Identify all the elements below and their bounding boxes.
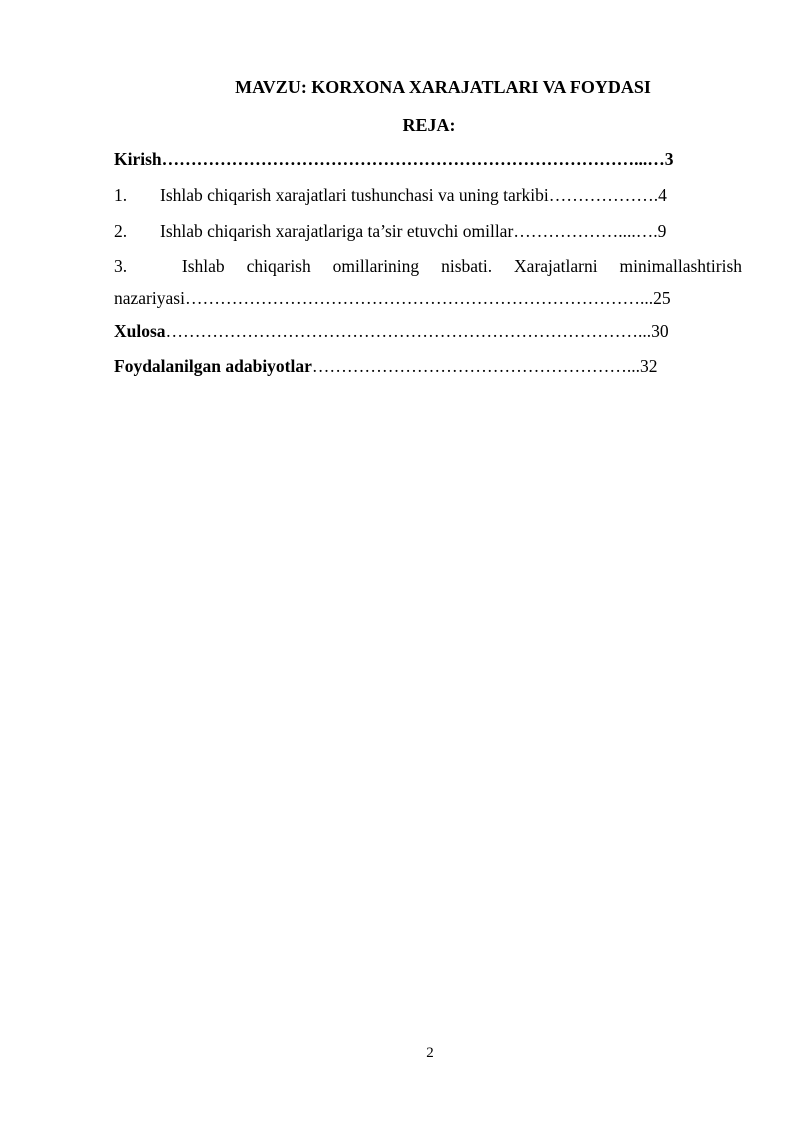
- toc-entry-3-continuation[interactable]: [114, 287, 742, 309]
- toc-entry-word: minimallashtirish: [619, 256, 743, 276]
- plan-heading: REJA:: [402, 115, 456, 135]
- toc-entry-word: omillarining: [332, 256, 420, 276]
- toc-entry-2[interactable]: [114, 220, 742, 242]
- toc-entry-kirish[interactable]: [114, 148, 742, 170]
- toc-page-number: 3: [664, 149, 674, 169]
- toc-entry-word: chiqarish: [246, 256, 311, 276]
- toc-entry-1[interactable]: [114, 184, 742, 206]
- toc-entry-number: 2.: [114, 221, 128, 241]
- toc-page-number: 30: [651, 321, 669, 341]
- toc-page-number: 25: [653, 288, 671, 308]
- toc-page-number: 9: [657, 221, 667, 241]
- toc-entry-word: Xarajatlarni: [514, 256, 598, 276]
- toc-leader-dots: ………………………………………………………………………...: [165, 321, 652, 341]
- toc-entry-references[interactable]: [114, 355, 742, 377]
- toc-leader-dots: ………………………………………………………………………...…: [161, 149, 665, 169]
- page-number: 2: [426, 1045, 434, 1061]
- toc-page-number: 32: [640, 356, 658, 376]
- toc-entry-label: Xulosa: [114, 321, 166, 341]
- toc-entry-3[interactable]: [114, 255, 742, 277]
- toc-leader-dots: ……………………………………………………………………...: [184, 288, 654, 308]
- toc-entry-label: nazariyasi: [114, 288, 185, 308]
- document-title: MAVZU: KORXONA XARAJATLARI VA FOYDASI: [235, 77, 651, 97]
- toc-leader-dots: ………………………………………………...: [311, 356, 641, 376]
- toc-entry-label: Ishlab chiqarish xarajatlari tushunchasi va uning tarkibi: [160, 185, 549, 205]
- toc-leader-dots: ……………….: [548, 185, 659, 205]
- toc-entry-label: Ishlab chiqarish xarajatlariga ta’sir etuvchi omillar: [160, 221, 514, 241]
- toc-entry-word: nisbati.: [441, 256, 493, 276]
- toc-entry-xulosa[interactable]: [114, 320, 742, 342]
- toc-entry-label: Foydalanilgan adabiyotlar: [114, 356, 312, 376]
- toc-entry-label: Kirish: [114, 149, 162, 169]
- toc-entry-number: 1.: [114, 185, 128, 205]
- toc-page-number: 4: [658, 185, 667, 205]
- toc-entry-number: 3.: [114, 256, 128, 276]
- toc-leader-dots: ………………....….: [513, 221, 658, 241]
- toc-entry-word: Ishlab: [181, 256, 225, 276]
